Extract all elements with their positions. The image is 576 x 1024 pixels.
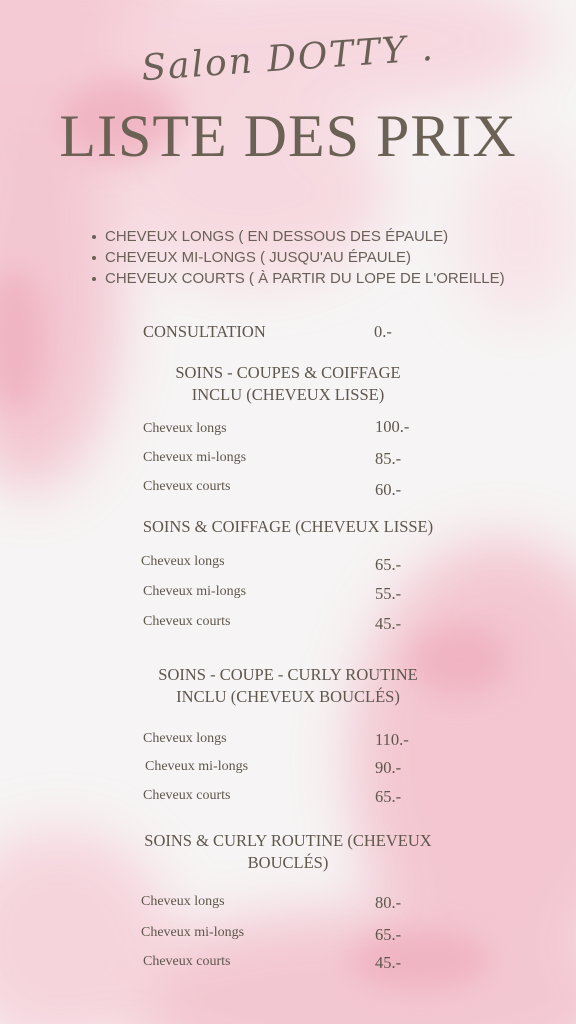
item-price: 90.- [375,758,402,777]
item-label: Cheveux mi-longs [143,450,247,465]
item-label: Cheveux courts [143,479,231,494]
consultation-label: CONSULTATION [143,322,266,341]
section-heading-line: BOUCLÉS) [247,853,329,872]
section-heading-line: SOINS - COUPE - CURLY ROUTINE [158,665,418,684]
item-price: 100.- [375,417,410,436]
item-label: Cheveux courts [143,614,231,629]
item-price: 80.- [375,893,402,912]
hair-length-legend [92,226,505,289]
item-price: 60.- [375,480,402,499]
section-heading [88,516,488,538]
item-label: Cheveux longs [141,894,225,909]
consultation-price: 0.- [374,322,392,341]
legend-item-mid: CHEVEUX MI-LONGS ( JUSQU'AU ÉPAULE) [92,247,505,268]
section-heading-line: SOINS - COUPES & COIFFAGE [175,363,401,382]
item-label: Cheveux courts [143,788,231,803]
section-heading-line: SOINS & CURLY ROUTINE (CHEVEUX [144,831,432,850]
item-price: 55.- [375,584,402,603]
item-label: Cheveux mi-longs [143,584,247,599]
item-price: 65.- [375,925,402,944]
section-heading [88,830,488,874]
item-price: 65.- [375,555,402,574]
salon-logo: Salon DOTTY . [140,27,436,90]
item-price: 85.- [375,449,402,468]
item-price: 65.- [375,787,402,806]
legend-item-short: CHEVEUX COURTS ( À PARTIR DU LOPE DE L'OREILLE) [92,268,505,289]
item-price: 45.- [375,953,402,972]
item-label: Cheveux mi-longs [141,925,245,940]
section-heading [88,362,488,406]
section-heading [88,664,488,708]
item-label: Cheveux courts [143,954,231,969]
item-price: 110.- [375,730,409,749]
item-label: Cheveux longs [143,731,227,746]
item-price: 45.- [375,614,402,633]
item-label: Cheveux longs [143,421,227,436]
section-heading-line: INCLU (CHEVEUX BOUCLÉS) [176,687,400,706]
legend-item-long: CHEVEUX LONGS ( EN DESSOUS DES ÉPAULE) [92,226,505,247]
section-heading-line: SOINS & COIFFAGE (CHEVEUX LISSE) [142,517,434,536]
item-label: Cheveux longs [141,554,225,569]
page-title: LISTE DES PRIX [59,103,517,169]
section-heading-line: INCLU (CHEVEUX LISSE) [191,385,385,404]
item-label: Cheveux mi-longs [145,759,249,774]
